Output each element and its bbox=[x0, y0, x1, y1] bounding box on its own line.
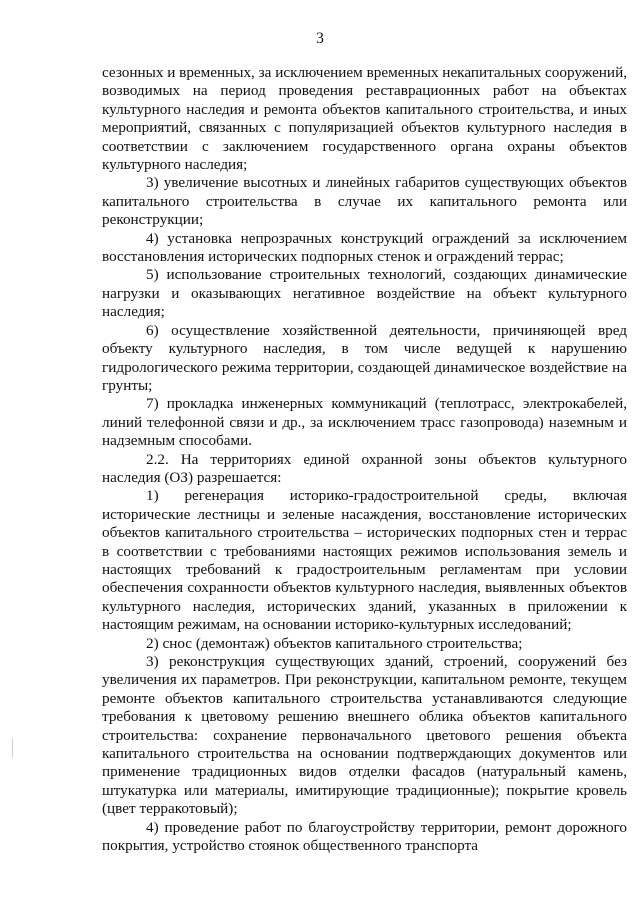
paragraph-allowed-4: 4) проведение работ по благоустройству территории, ремонт дорожного покрытия, устройство стоянок общественного транспорта bbox=[102, 818, 627, 855]
paragraph-allowed-1: 1) регенерация историко-градостроительной среды, включая исторические лестницы и зеленые насаждения, восстановление исторических объектов капитального строительства – исторических подпорных стен и террас в соответствии с требованиями настоящих режимов использования земель и настоящих требований к градостроительным регламентам при условии обеспечения сохранности объектов культурного наследия, выявленных объектов культурного наследия, исторических зданий, указанных в приложении к настоящим режимам, на основании историко-культурных исследований; bbox=[102, 487, 627, 634]
paragraph-item-4: 4) установка непрозрачных конструкций ограждений за исключением восстановления исторических подпорных стенок и ограждений террас; bbox=[102, 229, 627, 266]
paragraph-allowed-2: 2) снос (демонтаж) объектов капитального строительства; bbox=[146, 634, 523, 652]
scan-artifact bbox=[12, 738, 13, 758]
section-heading-2-2: 2.2. На территориях единой охранной зоны объектов культурного наследия (ОЗ) разрешается: bbox=[102, 450, 627, 486]
body-text bbox=[102, 64, 627, 855]
paragraph-continuation: сезонных и временных, за исключением временных некапитальных сооружений, возводимых на период проведения реставрационных работ на объектах культурного наследия и ремонта объектов капитального строительства, и иных мероприятий, связанных с популяризацией объектов культурного наследия в соответствии с заключением государственного органа охраны объектов культурного наследия; bbox=[102, 64, 627, 174]
paragraph-item-5: 5) использование строительных технологий, создающих динамические нагрузки и оказывающих негативное воздействие на объект культурного наследия; bbox=[102, 266, 627, 321]
paragraph-item-3: 3) увеличение высотных и линейных габаритов существующих объектов капитального строительства в случае их капитального ремонта или реконструкции; bbox=[102, 174, 627, 229]
page-number: 3 bbox=[316, 30, 324, 47]
paragraph-allowed-3: 3) реконструкция существующих зданий, строений, сооружений без увеличения их параметров. При реконструкции, капитальном ремонте, текущем ремонте объектов капитального строительства устанавливаются следующие требования к цветовому решению внешнего облика объектов капитального строительства: сохранение первоначального цветового решения объекта капитального строительства на основании подтверждающих документов или применение традиционных видов отделки фасадов (натуральный камень, штукатурка или материалы, имитирующие традиционные); покрытие кровель (цвет терракотовый); bbox=[102, 653, 627, 818]
paragraph-item-7: 7) прокладка инженерных коммуникаций (теплотрасс, электрокабелей, линий телефонной связи и др., за исключением трасс газопровода) наземным и надземным способами. bbox=[102, 395, 627, 450]
paragraph-item-6: 6) осуществление хозяйственной деятельности, причиняющей вред объекту культурного наследия, в том числе ведущей к нарушению гидрологического режима территории, создающей динамическое воздействие на грунты; bbox=[102, 321, 627, 394]
